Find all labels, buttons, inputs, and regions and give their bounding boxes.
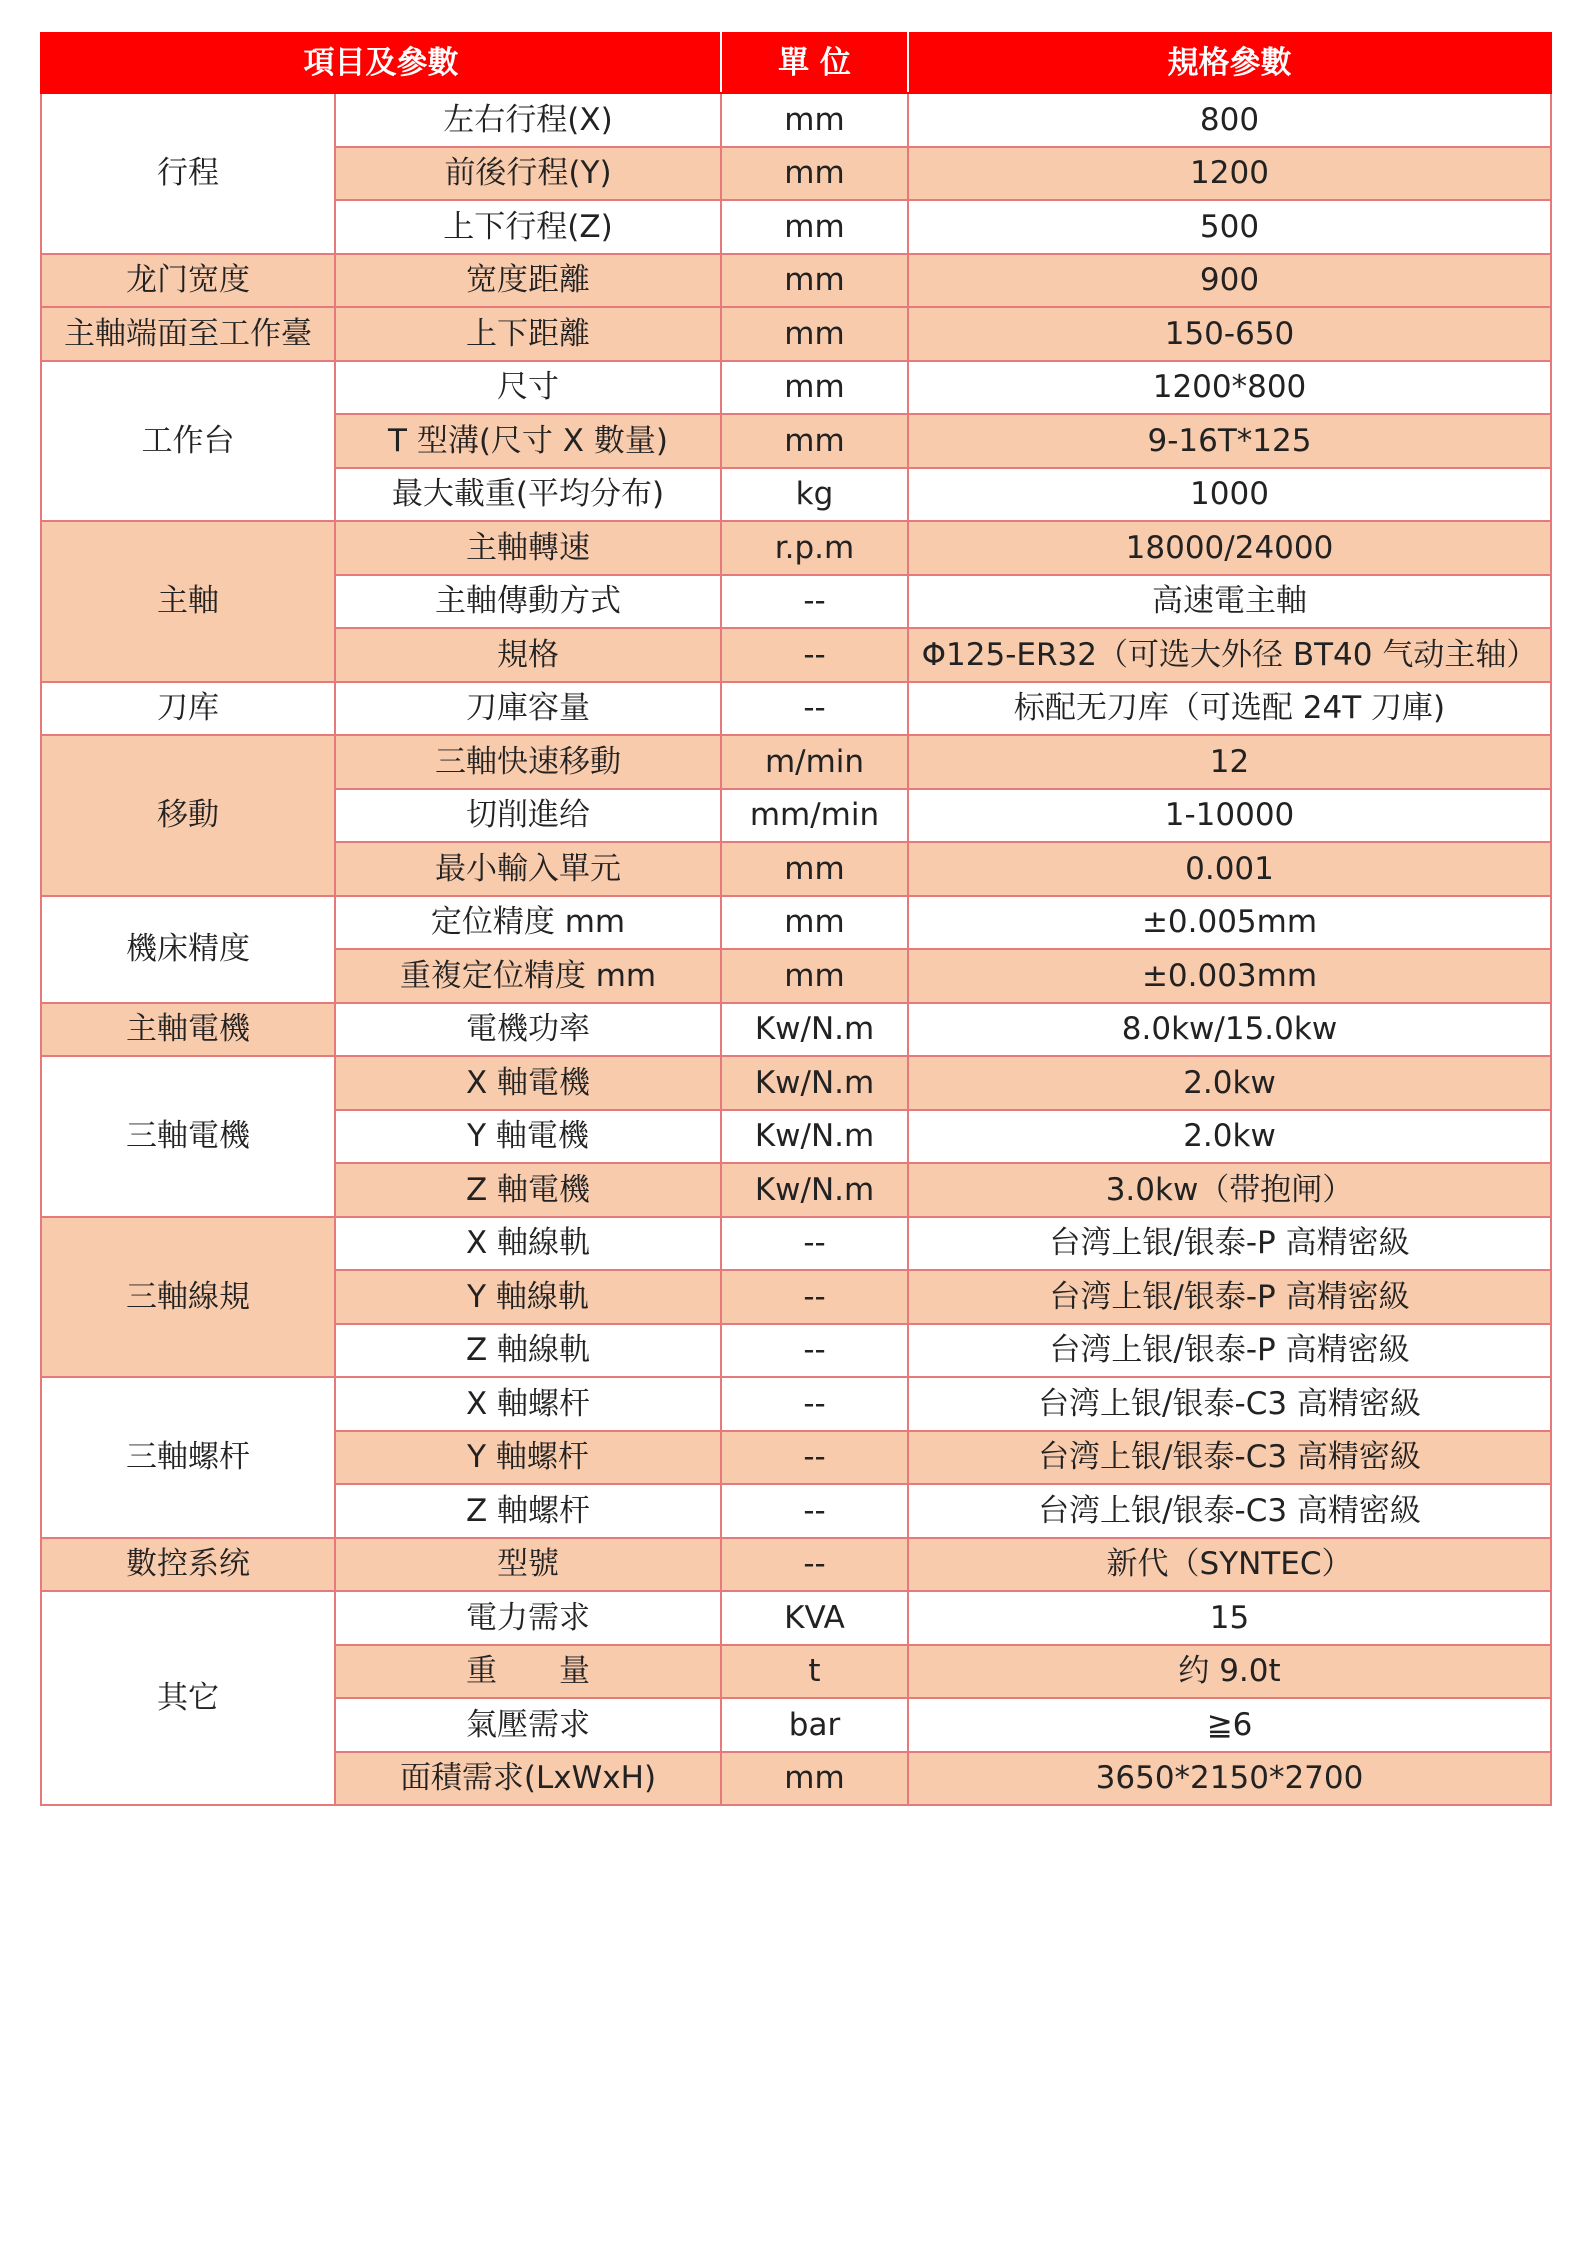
category-cell: 其它: [41, 1591, 335, 1805]
table-row: [41, 521, 1551, 575]
category-cell: 工作台: [41, 361, 335, 522]
table-row: [41, 682, 1551, 736]
param-cell: 重複定位精度 mm: [335, 949, 721, 1003]
value-cell: ±0.005mm: [908, 896, 1551, 950]
param-cell: X 軸電機: [335, 1056, 721, 1110]
param-cell: 面積需求(LxWxH): [335, 1752, 721, 1806]
value-cell: 2.0kw: [908, 1056, 1551, 1110]
header-spec: 規格參數: [908, 33, 1551, 93]
unit-cell: KVA: [721, 1591, 908, 1645]
category-cell: 三軸電機: [41, 1056, 335, 1217]
unit-cell: mm: [721, 896, 908, 950]
value-cell: 台湾上银/银泰-P 高精密級: [908, 1217, 1551, 1271]
unit-cell: --: [721, 1431, 908, 1485]
unit-cell: r.p.m: [721, 521, 908, 575]
param-cell: T 型溝(尺寸 X 數量): [335, 414, 721, 468]
unit-cell: mm: [721, 361, 908, 415]
param-cell: 宽度距離: [335, 254, 721, 308]
category-cell: 數控系统: [41, 1538, 335, 1592]
header-item: 項目及參數: [41, 33, 721, 93]
param-cell: Z 軸線軌: [335, 1324, 721, 1378]
table-row: [41, 896, 1551, 950]
value-cell: 9-16T*125: [908, 414, 1551, 468]
category-cell: 三軸線規: [41, 1217, 335, 1378]
value-cell: 台湾上银/银泰-P 高精密級: [908, 1324, 1551, 1378]
value-cell: 高速電主軸: [908, 575, 1551, 629]
param-cell: 定位精度 mm: [335, 896, 721, 950]
category-cell: 移動: [41, 735, 335, 896]
category-cell: 龙门宽度: [41, 254, 335, 308]
unit-cell: --: [721, 1377, 908, 1431]
category-cell: 機床精度: [41, 896, 335, 1003]
param-cell: 電機功率: [335, 1003, 721, 1057]
category-cell: 刀库: [41, 682, 335, 736]
value-cell: 800: [908, 93, 1551, 147]
table-header-row: [41, 33, 1551, 93]
param-cell: 上下行程(Z): [335, 200, 721, 254]
value-cell: 3650*2150*2700: [908, 1752, 1551, 1806]
param-cell: 主軸轉速: [335, 521, 721, 575]
param-cell: 切削進给: [335, 789, 721, 843]
value-cell: Φ125-ER32（可选大外径 BT40 气动主轴）: [908, 628, 1551, 682]
param-cell: Y 軸電機: [335, 1110, 721, 1164]
unit-cell: --: [721, 1270, 908, 1324]
unit-cell: Kw/N.m: [721, 1163, 908, 1217]
unit-cell: --: [721, 1484, 908, 1538]
unit-cell: Kw/N.m: [721, 1003, 908, 1057]
unit-cell: m/min: [721, 735, 908, 789]
value-cell: 台湾上银/银泰-C3 高精密級: [908, 1431, 1551, 1485]
value-cell: 标配无刀库（可选配 24T 刀庫): [908, 682, 1551, 736]
table-row: [41, 1003, 1551, 1057]
unit-cell: --: [721, 682, 908, 736]
category-cell: 主軸端面至工作臺: [41, 307, 335, 361]
param-cell: 前後行程(Y): [335, 147, 721, 201]
unit-cell: t: [721, 1645, 908, 1699]
param-cell: Z 軸螺杆: [335, 1484, 721, 1538]
param-cell: 最小輸入單元: [335, 842, 721, 896]
unit-cell: --: [721, 628, 908, 682]
param-cell: Y 軸線軌: [335, 1270, 721, 1324]
value-cell: 1-10000: [908, 789, 1551, 843]
param-cell: Y 軸螺杆: [335, 1431, 721, 1485]
param-cell: 刀庫容量: [335, 682, 721, 736]
param-cell: 左右行程(X): [335, 93, 721, 147]
param-cell: 重 量: [335, 1645, 721, 1699]
unit-cell: --: [721, 1217, 908, 1271]
unit-cell: mm/min: [721, 789, 908, 843]
unit-cell: mm: [721, 254, 908, 308]
table-row: [41, 1217, 1551, 1271]
value-cell: 900: [908, 254, 1551, 308]
unit-cell: mm: [721, 414, 908, 468]
unit-cell: mm: [721, 1752, 908, 1806]
unit-cell: mm: [721, 93, 908, 147]
value-cell: 新代（SYNTEC）: [908, 1538, 1551, 1592]
category-cell: 主軸電機: [41, 1003, 335, 1057]
value-cell: 12: [908, 735, 1551, 789]
table-row: [41, 1377, 1551, 1431]
unit-cell: mm: [721, 949, 908, 1003]
table-row: [41, 735, 1551, 789]
table-row: [41, 1538, 1551, 1592]
unit-cell: mm: [721, 200, 908, 254]
table-row: [41, 254, 1551, 308]
param-cell: Z 軸電機: [335, 1163, 721, 1217]
value-cell: 15: [908, 1591, 1551, 1645]
value-cell: 1000: [908, 468, 1551, 522]
param-cell: 電力需求: [335, 1591, 721, 1645]
value-cell: 台湾上银/银泰-C3 高精密級: [908, 1377, 1551, 1431]
spec-table: [40, 32, 1552, 1806]
value-cell: 18000/24000: [908, 521, 1551, 575]
category-cell: 主軸: [41, 521, 335, 682]
value-cell: 8.0kw/15.0kw: [908, 1003, 1551, 1057]
value-cell: 2.0kw: [908, 1110, 1551, 1164]
unit-cell: mm: [721, 842, 908, 896]
value-cell: 1200*800: [908, 361, 1551, 415]
value-cell: 0.001: [908, 842, 1551, 896]
param-cell: 三軸快速移動: [335, 735, 721, 789]
param-cell: 最大載重(平均分布): [335, 468, 721, 522]
table-row: [41, 307, 1551, 361]
value-cell: ≧6: [908, 1698, 1551, 1752]
category-cell: 三軸螺杆: [41, 1377, 335, 1538]
param-cell: 尺寸: [335, 361, 721, 415]
table-body: [41, 93, 1551, 1805]
value-cell: 500: [908, 200, 1551, 254]
param-cell: 規格: [335, 628, 721, 682]
table-row: [41, 1056, 1551, 1110]
unit-cell: --: [721, 1538, 908, 1592]
unit-cell: mm: [721, 307, 908, 361]
unit-cell: Kw/N.m: [721, 1110, 908, 1164]
value-cell: ±0.003mm: [908, 949, 1551, 1003]
value-cell: 150-650: [908, 307, 1551, 361]
header-unit: 單 位: [721, 33, 908, 93]
param-cell: 主軸傳動方式: [335, 575, 721, 629]
unit-cell: --: [721, 1324, 908, 1378]
unit-cell: Kw/N.m: [721, 1056, 908, 1110]
value-cell: 台湾上银/银泰-P 高精密級: [908, 1270, 1551, 1324]
param-cell: 氣壓需求: [335, 1698, 721, 1752]
value-cell: 约 9.0t: [908, 1645, 1551, 1699]
table-row: [41, 361, 1551, 415]
param-cell: 型號: [335, 1538, 721, 1592]
value-cell: 3.0kw（带抱闸）: [908, 1163, 1551, 1217]
unit-cell: bar: [721, 1698, 908, 1752]
category-cell: 行程: [41, 93, 335, 254]
param-cell: 上下距離: [335, 307, 721, 361]
value-cell: 台湾上银/银泰-C3 高精密級: [908, 1484, 1551, 1538]
table-row: [41, 93, 1551, 147]
param-cell: X 軸線軌: [335, 1217, 721, 1271]
value-cell: 1200: [908, 147, 1551, 201]
unit-cell: --: [721, 575, 908, 629]
unit-cell: kg: [721, 468, 908, 522]
param-cell: X 軸螺杆: [335, 1377, 721, 1431]
table-row: [41, 1591, 1551, 1645]
unit-cell: mm: [721, 147, 908, 201]
